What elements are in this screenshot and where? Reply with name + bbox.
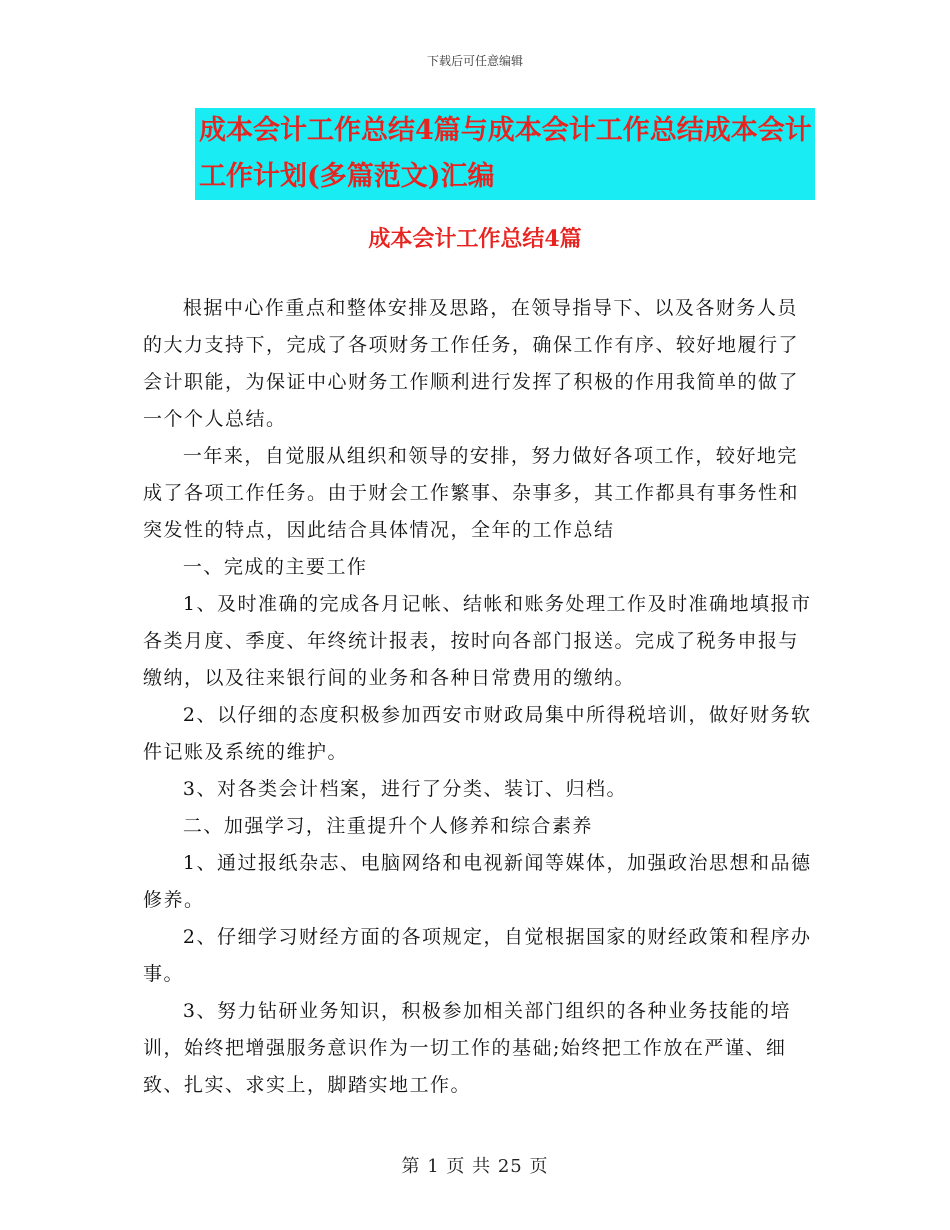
title-line-2: 工作计划(多篇范文)汇编 bbox=[199, 161, 495, 192]
document-title bbox=[195, 108, 815, 200]
document-body bbox=[143, 290, 818, 1104]
title-line-1: 成本会计工作总结4篇与成本会计工作总结成本会计 bbox=[199, 115, 812, 146]
page-header-note: 下载后可任意编辑 bbox=[426, 54, 523, 68]
page-number: 第 1 页 共 25 页 bbox=[401, 1156, 549, 1177]
paragraph: 3、对各类会计档案，进行了分类、装订、归档。 bbox=[182, 778, 627, 800]
subheading: 一、完成的主要工作 bbox=[182, 556, 368, 578]
section-heading: 成本会计工作总结4篇 bbox=[368, 226, 582, 252]
paragraph: 1、通过报纸杂志、电脑网络和电视新闻等媒体，加强政治思想和品德修养。 bbox=[143, 852, 812, 911]
paragraph: 一年来，自觉服从组织和领导的安排，努力做好各项工作，较好地完成了各项工作任务。由于财会工作繁事、杂事多，其工作都具有事务性和突发性的特点，因此结合具体情况，全年的工作总结 bbox=[143, 445, 800, 541]
subheading: 二、加强学习，注重提升个人修养和综合素养 bbox=[182, 815, 593, 837]
paragraph: 2、以仔细的态度积极参加西安市财政局集中所得税培训，做好财务软件记账及系统的维护。 bbox=[143, 704, 812, 763]
paragraph: 2、仔细学习财经方面的各项规定，自觉根据国家的财经政策和程序办事。 bbox=[143, 926, 812, 985]
paragraph: 根据中心作重点和整体安排及思路，在领导指导下、以及各财务人员的大力支持下，完成了各项财务工作任务，确保工作有序、较好地履行了会计职能，为保证中心财务工作顺利进行发挥了积极的作用我简单的做了一个个人总结。 bbox=[143, 297, 800, 430]
paragraph: 3、努力钻研业务知识，积极参加相关部门组织的各种业务技能的培训，始终把增强服务意识作为一切工作的基础;始终把工作放在严谨、细致、扎实、求实上，脚踏实地工作。 bbox=[143, 1000, 791, 1096]
paragraph: 1、及时准确的完成各月记帐、结帐和账务处理工作及时准确地填报市各类月度、季度、年终统计报表，按时向各部门报送。完成了税务申报与缴纳，以及往来银行间的业务和各种日常费用的缴纳。 bbox=[143, 593, 812, 689]
